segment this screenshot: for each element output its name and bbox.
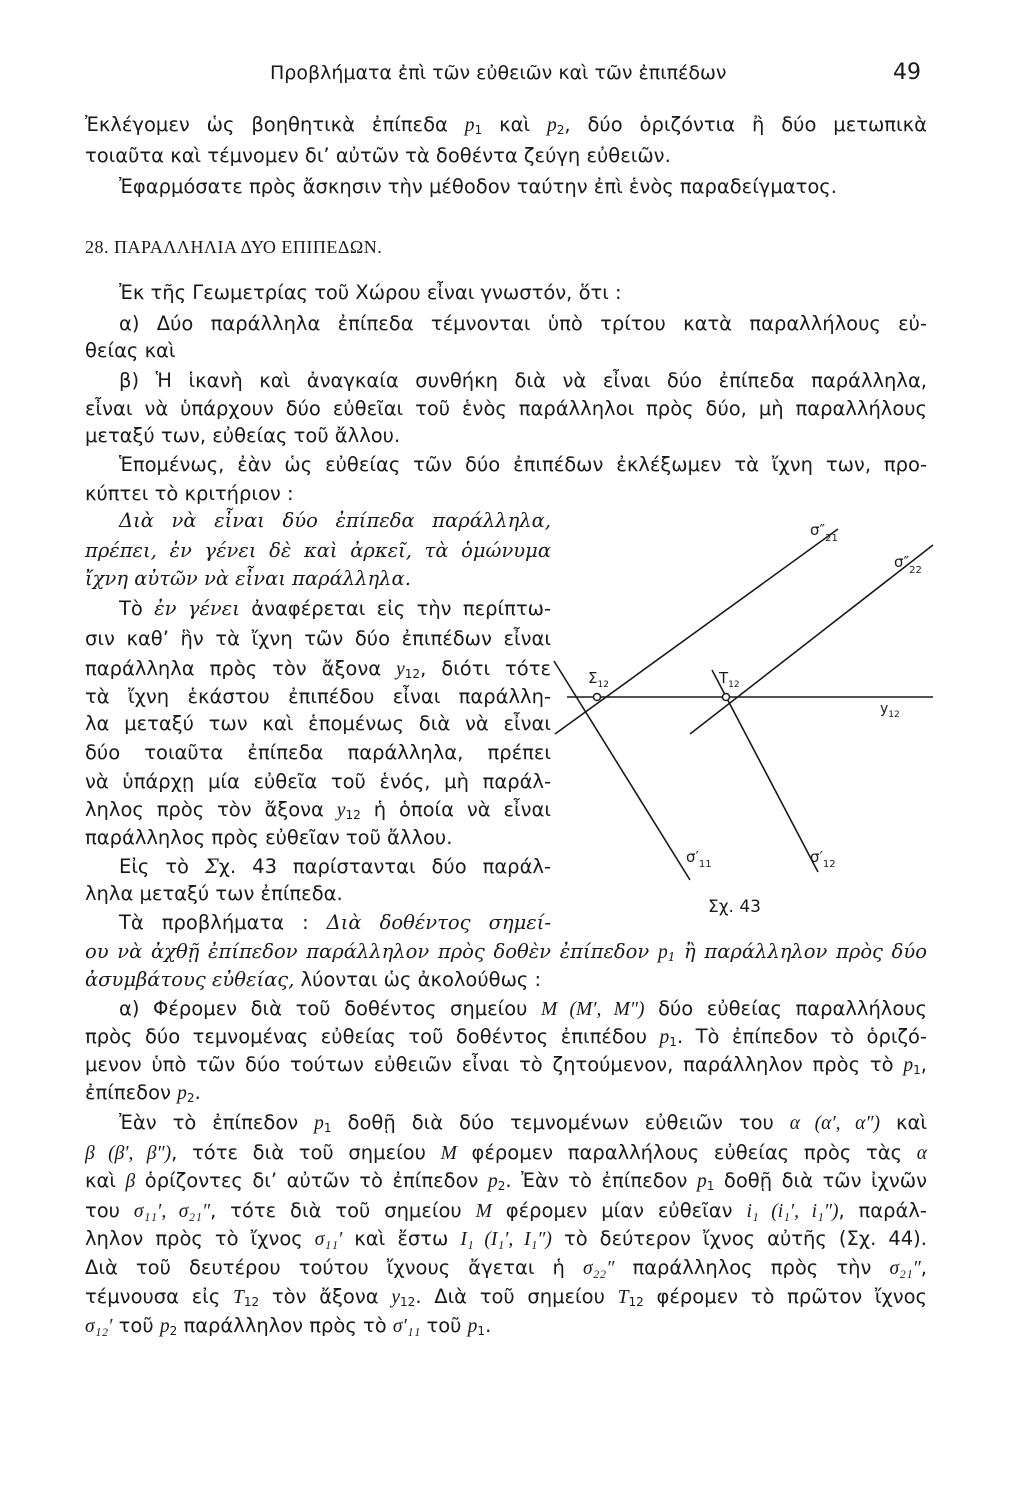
- col-line-6: παράλληλα πρὸς τὸν ἄξονα $y_{12}$, διότι τότε: [85, 657, 552, 682]
- body-line-16: β (β′, β″), τότε διὰ τοῦ σημείου M φέρομεν παραλλήλους εὐθείας πρὸς τὰς α: [85, 1141, 927, 1164]
- col-line-7: τὰ ἴχνη ἑκάστου ἐπιπέδου εἶναι παράλλη-: [85, 685, 551, 708]
- body-line-8: κύπτει τὸ κριτήριον :: [85, 482, 294, 505]
- criterion-line-3: ἴχνη αὐτῶν νὰ εἶναι παράλληλα.: [85, 567, 411, 590]
- intro-line-2: τοιαῦτα καὶ τέμνομεν δι’ αὐτῶν τὰ δοθέντα ζεύγη εὐθειῶν.: [85, 144, 671, 167]
- col-line-12: παράλληλος πρὸς εὐθεῖαν τοῦ ἄλλου.: [85, 826, 453, 849]
- body-line-1: Ἐκ τῆς Γεωμετρίας τοῦ Χώρου εἶναι γνωστόν, ὅτι :: [119, 281, 622, 304]
- label-big-sigma12: $\Sigma_{12}$: [588, 669, 609, 690]
- body-line-6: μεταξύ των, εὐθείας τοῦ ἄλλου.: [85, 424, 401, 447]
- trace-sigma11: [554, 661, 690, 880]
- section-heading: 28. ΠΑΡΑΛΛΗΛΙΑ ΔΥΟ ΕΠΙΠΕΔΩΝ.: [85, 237, 383, 257]
- col-line-14: ληλα μεταξύ των ἐπίπεδα.: [85, 882, 343, 905]
- trace-sigma21: [555, 529, 838, 734]
- body-line-14: ἐπίπεδον $p_2$.: [85, 1081, 201, 1106]
- label-t12: $T_{12}$: [719, 669, 740, 690]
- body-line-12: πρὸς δύο τεμνομένας εὐθείας τοῦ δοθέντος ἐπιπέδου $p_1$. Τὸ ἐπίπεδον τὸ ὁριζό-: [85, 1025, 927, 1050]
- col-line-15: Τὰ προβλήματα : Διὰ δοθέντος σημεί-: [119, 911, 551, 934]
- body-line-22: σ₁₂′ τοῦ $p_2$ παράλληλον πρὸς τὸ σ′₁₁ τοῦ $p_1$.: [85, 1314, 492, 1339]
- label-sigma11: $\sigma'_{11}$: [686, 848, 712, 870]
- col-line-5: σιν καθ’ ἣν τὰ ἴχνη τῶν δύο ἐπιπέδων εἶναι: [85, 627, 551, 650]
- col-line-10: νὰ ὑπάρχῃ μία εὐθεῖα τοῦ ἑνός, μὴ παράλ-: [85, 770, 551, 793]
- point-sigma12: [594, 694, 601, 701]
- trace-sigma22: [690, 545, 933, 734]
- body-line-21: τέμνουσα εἰς $T_{12}$ τὸν ἄξονα $y_{12}$. Διὰ τοῦ σημείου $T_{12}$ φέρομεν τὸ πρῶτον ἴχνος: [85, 1285, 927, 1310]
- label-y12: $y_{12}$: [880, 701, 900, 720]
- body-line-18: του σ₁₁′, σ₂₁″, τότε διὰ τοῦ σημείου M φέρομεν μίαν εὐθεῖαν i₁ (i₁′, i₁″), παράλ-: [85, 1199, 927, 1222]
- body-line-20: Διὰ τοῦ δευτέρου τούτου ἴχνους ἄγεται ἡ σ₂₂″ παράλληλος πρὸς τὴν σ₂₁″,: [85, 1256, 927, 1279]
- point-t12: [723, 694, 730, 701]
- label-sigma21: $\sigma''_{21}$: [810, 521, 838, 544]
- body-line-10: ἀσυμβάτους εὐθείας, λύονται ὡς ἀκολούθως :: [85, 968, 542, 991]
- body-line-2: α) Δύο παράλληλα ἐπίπεδα τέμνονται ὑπὸ τρίτου κατὰ παραλλήλους εὐ-: [119, 312, 927, 335]
- intro-line-1: Ἐκλέγομεν ὡς βοηθητικὰ ἐπίπεδα $p_1$ καὶ $p_2$, δύο ὁριζόντια ἢ δύο μετωπικὰ: [85, 113, 927, 138]
- col-line-11: ληλος πρὸς τὸν ἄξονα $y_{12}$ ἡ ὁποία νὰ εἶναι: [85, 798, 551, 823]
- col-line-4: Τὸ ἐν γένει ἀναφέρεται εἰς τὴν περίπτω-: [119, 597, 551, 620]
- body-line-5: εἶναι νὰ ὑπάρχουν δύο εὐθεῖαι τοῦ ἑνὸς παράλληλοι πρὸς δύο, μὴ παραλλήλους: [85, 397, 927, 420]
- running-header: Προβλήματα ἐπὶ τῶν εὐθειῶν καὶ τῶν ἐπιπέδων: [270, 62, 727, 84]
- page-number: 49: [893, 60, 921, 85]
- col-line-13: Εἰς τὸ Σχ. 43 παρίστανται δύο παράλ-: [119, 855, 551, 878]
- criterion-line-2: πρέπει, ἐν γένει δὲ καὶ ἀρκεῖ, τὰ ὁμώνυμα: [85, 539, 551, 562]
- body-line-17: καὶ β ὁρίζοντες δι’ αὐτῶν τὸ ἐπίπεδον $p_2$. Ἐὰν τὸ ἐπίπεδον $p_1$ δοθῇ διὰ τῶν ἰχνῶν: [85, 1169, 928, 1194]
- criterion-line-1: Διὰ νὰ εἶναι δύο ἐπίπεδα παράλληλα,: [119, 509, 551, 532]
- body-line-7: Ἑπομένως, ἐὰν ὡς εὐθείας τῶν δύο ἐπιπέδων ἐκλέξωμεν τὰ ἴχνη των, προ-: [119, 453, 927, 476]
- label-sigma22: $\sigma''_{22}$: [894, 553, 922, 576]
- col-line-9: δύο τοιαῦτα ἐπίπεδα παράλληλα, πρέπει: [85, 741, 551, 764]
- body-line-19: ληλον πρὸς τὸ ἴχνος σ₁₁′ καὶ ἔστω I₁ (I₁′, I₁″) τὸ δεύτερον ἴχνος αὐτῆς (Σχ. 44).: [85, 1227, 927, 1250]
- figure-caption: Σχ. 43: [708, 897, 762, 917]
- body-line-9: ου νὰ ἀχθῇ ἐπίπεδον παράλληλον πρὸς δοθὲν ἐπίπεδον $p_1$ ἢ παράλληλον πρὸς δύο: [85, 940, 927, 965]
- col-line-8: λα μεταξύ των καὶ ἑπομένως διὰ νὰ εἶναι: [85, 712, 551, 735]
- intro-line-3: Ἐφαρμόσατε πρὸς ἄσκησιν τὴν μέθοδον ταύτην ἐπὶ ἑνὸς παραδείγματος.: [119, 175, 837, 198]
- label-sigma12: $\sigma'_{12}$: [810, 848, 836, 870]
- body-line-4: β) Ἡ ἱκανὴ καὶ ἀναγκαία συνθήκη διὰ νὰ εἶναι δύο ἐπίπεδα παράλληλα,: [119, 369, 927, 392]
- body-line-13: μενον ὑπὸ τῶν δύο τούτων εὐθειῶν εἶναι τὸ ζητούμενον, παράλληλον πρὸς τὸ $p_1$,: [85, 1053, 927, 1078]
- body-line-3: θείας καὶ: [85, 339, 176, 362]
- body-line-15: Ἐὰν τὸ ἐπίπεδον $p_1$ δοθῇ διὰ δύο τεμνομένων εὐθειῶν του α (α′, α″) καὶ: [119, 1111, 927, 1136]
- body-line-11: α) Φέρομεν διὰ τοῦ δοθέντος σημείου M (M′, M″) δύο εὐθείας παραλλήλους: [119, 997, 928, 1020]
